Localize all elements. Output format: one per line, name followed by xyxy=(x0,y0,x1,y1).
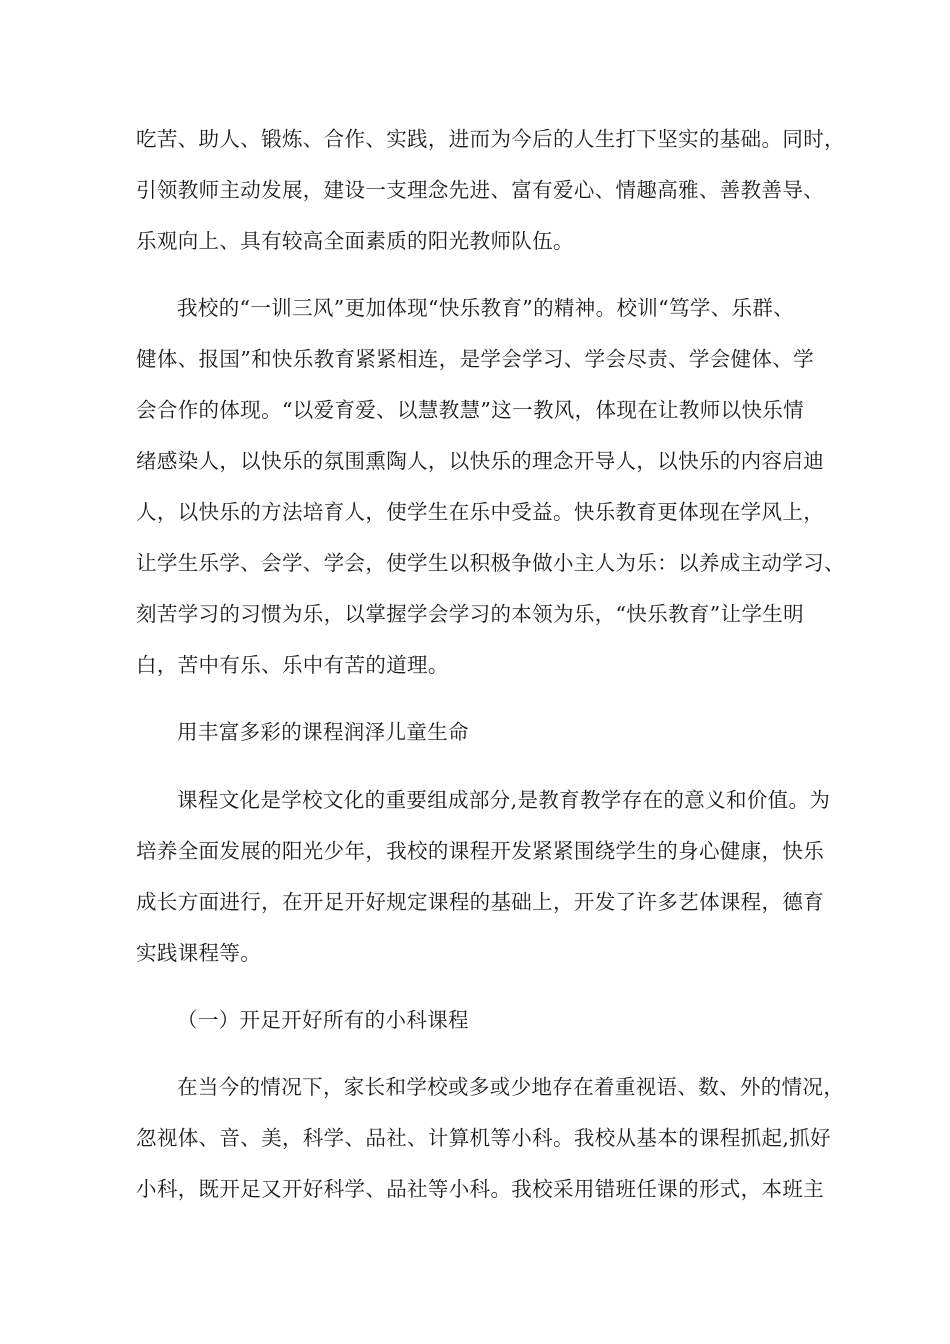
paragraph-2-line-5: 人，以快乐的方法培育人，使学生在乐中受益。快乐教育更体现在学风上， xyxy=(136,500,825,524)
paragraph-4-line-3: 小科，既开足又开好科学、品社等小科。我校采用错班任课的形式，本班主 xyxy=(136,1177,825,1201)
paragraph-2-line-1: 我校的“一训三风”更加体现“快乐教育”的精神。校训“笃学、乐群、 xyxy=(177,296,795,320)
paragraph-2-line-6: 让学生乐学、会学、学会，使学生以积极争做小主人为乐：以养成主动学习、 xyxy=(136,551,845,575)
paragraph-2-line-3: 会合作的体现。“以爱育爱、以慧教慧”这一教风，体现在让教师以快乐情 xyxy=(136,398,805,422)
paragraph-1-line-3: 乐观向上、具有较高全面素质的阳光教师队伍。 xyxy=(136,229,574,253)
paragraph-3-line-2: 培养全面发展的阳光少年，我校的课程开发紧紧围绕学生的身心健康，快乐 xyxy=(136,839,825,863)
subsection-heading: （一）开足开好所有的小科课程 xyxy=(177,1008,469,1032)
paragraph-4-line-2: 忽视体、音、美，科学、品社、计算机等小科。我校从基本的课程抓起,抓好 xyxy=(136,1126,831,1150)
paragraph-2-line-8: 白，苦中有乐、乐中有苦的道理。 xyxy=(136,653,449,677)
paragraph-1-line-1: 吃苦、助人、锻炼、合作、实践，进而为今后的人生打下坚实的基础。同时， xyxy=(136,127,845,151)
paragraph-3-line-1: 课程文化是学校文化的重要组成部分,是教育教学存在的意义和价值。为 xyxy=(177,788,831,812)
section-heading: 用丰富多彩的课程润泽儿童生命 xyxy=(177,720,469,744)
paragraph-2-line-2: 健体、报国”和快乐教育紧紧相连，是学会学习、学会尽责、学会健体、学 xyxy=(136,347,815,371)
paragraph-2-line-4: 绪感染人，以快乐的氛围熏陶人，以快乐的理念开导人，以快乐的内容启迪 xyxy=(136,449,825,473)
paragraph-4-line-1: 在当今的情况下，家长和学校或多或少地存在着重视语、数、外的情况， xyxy=(177,1075,845,1099)
paragraph-2-line-7: 刻苦学习的习惯为乐，以掌握学会学习的本领为乐，“快乐教育”让学生明 xyxy=(136,602,805,626)
paragraph-1-line-2: 引领教师主动发展，建设一支理念先进、富有爱心、情趣高雅、善教善导、 xyxy=(136,178,825,202)
paragraph-3-line-4: 实践课程等。 xyxy=(136,941,262,965)
paragraph-3-line-3: 成长方面进行，在开足开好规定课程的基础上，开发了许多艺体课程，德育 xyxy=(136,890,825,914)
